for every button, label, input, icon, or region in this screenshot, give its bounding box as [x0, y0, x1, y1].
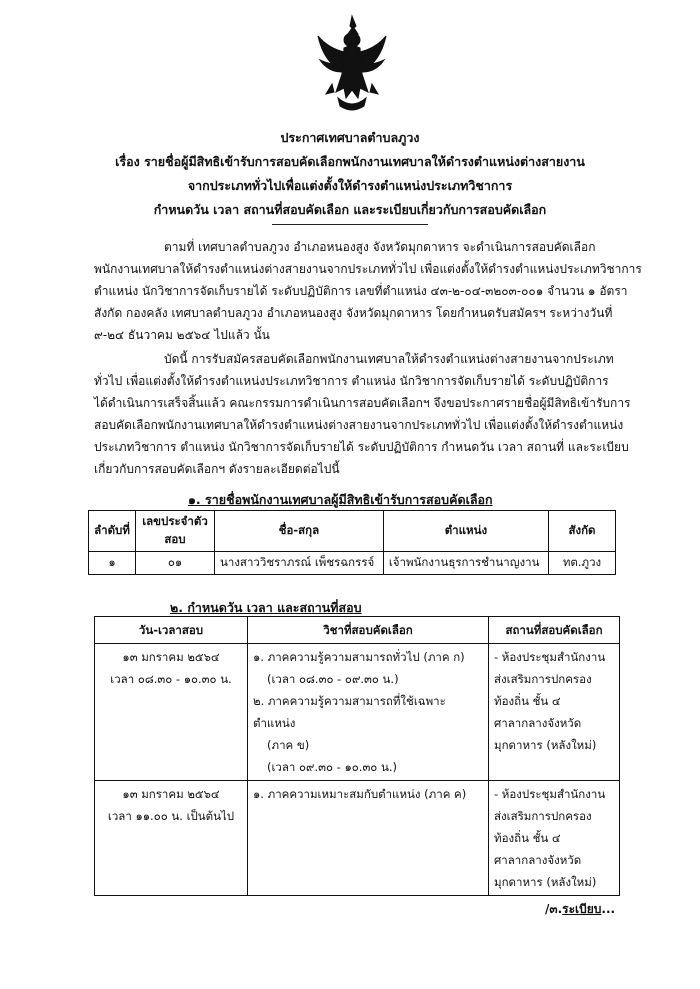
subject-line: ๑. ภาคความเหมาะสมกับตำแหน่ง (ภาค ค) — [253, 787, 467, 801]
subject-line-2: จากประเภททั่วไปเพื่อแต่งตั้งให้ดำรงตำแหน่งประเภทวิชาการ — [187, 178, 513, 193]
cell-subjects — [248, 781, 489, 896]
col-header-venue: สถานที่สอบคัดเลือก — [489, 617, 620, 644]
paragraph-2-line: เกี่ยวกับการสอบคัดเลือกฯ ดังรายละเอียดต่อไปนี้ — [94, 462, 340, 476]
col-header-subjects: วิชาที่สอบคัดเลือก — [248, 617, 489, 644]
title-divider — [272, 224, 428, 225]
section-2-heading — [170, 598, 362, 618]
cell-exam-id: ๐๑ — [136, 552, 215, 575]
section-2-title: กำหนดวัน เวลา และสถานที่สอบ — [187, 600, 362, 615]
section-1-heading — [188, 490, 493, 510]
table-row — [89, 552, 616, 575]
cell-position: เจ้าพนักงานธุรการชำนาญงาน — [383, 552, 548, 575]
paragraph-2-line: ได้ดำเนินการเสร็จสิ้นแล้ว คณะกรรมการดำเนินการสอบคัดเลือกฯ จึงขอประกาศรายชื่อผู้มีสิทธิเข้ารับการ — [94, 396, 631, 410]
subject-line-3: กำหนดวัน เวลา สถานที่สอบคัดเลือก และระเบียบเกี่ยวกับการสอบคัดเลือก — [153, 202, 547, 217]
cell-unit: ทต.ภูวง — [549, 552, 616, 575]
page-continuation — [545, 900, 615, 919]
cell-venue — [489, 644, 620, 781]
paragraph-2 — [94, 348, 631, 480]
paragraph-1 — [94, 236, 642, 346]
table-row — [95, 781, 620, 896]
paragraph-2-line: บัดนี้ การรับสมัครสอบคัดเลือกพนักงานเทศบาลให้ดำรงตำแหน่งต่างสายงานจากประเภท — [164, 352, 614, 366]
table-row — [95, 644, 620, 781]
paragraph-1-line: ตำแหน่ง นักวิชาการจัดเก็บรายได้ ระดับปฏิบัติการ เลขที่ตำแหน่ง ๔๓-๒-๐๔-๓๒๐๓-๐๐๑ จำนวน ๑ อัตรา — [94, 284, 628, 298]
venue-line: ศาลากลางจังหวัด — [494, 853, 582, 867]
exam-date: ๑๓ มกราคม ๒๕๖๔ — [122, 787, 220, 801]
subject-line: (เวลา ๐๘.๓๐ - ๐๙.๓๐ น.) — [267, 672, 399, 686]
col-header-datetime: วัน-เวลาสอบ — [95, 617, 248, 644]
paragraph-2-line: สอบคัดเลือกพนักงานเทศบาลให้ดำรงตำแหน่งต่างสายงานจากประเภททั่วไป เพื่อแต่งตั้งให้ดำรงตำแหน่ง — [94, 418, 624, 432]
col-header-position: ตำแหน่ง — [383, 511, 548, 552]
paragraph-1-line: พนักงานเทศบาลให้ดำรงตำแหน่งต่างสายงานจากประเภททั่วไป เพื่อแต่งตั้งให้ดำรงตำแหน่งประเภทวิชาการ — [94, 262, 642, 276]
exam-date: ๑๓ มกราคม ๒๕๖๔ — [122, 650, 220, 664]
table-header-row — [89, 511, 616, 552]
subject-line: ๒. ภาคความรู้ความสามารถที่ใช้เฉพาะตำแหน่ง — [253, 694, 446, 730]
paragraph-1-line: สังกัด กองคลัง เทศบาลตำบลภูวง อำเภอหนองสูง จังหวัดมุกดาหาร โดยกำหนดรับสมัครฯ ระหว่างวันที่ — [94, 306, 613, 320]
venue-line: ส่งเสริมการปกครอง — [494, 809, 592, 823]
paragraph-2-line: ประเภทวิชาการ ตำแหน่ง นักวิชาการจัดเก็บรายได้ ระดับปฏิบัติการ กำหนดวัน เวลา สถานที่ และระเบียบ — [94, 440, 629, 454]
venue-line: ศาลากลางจังหวัด — [494, 716, 582, 730]
col-header-order: ลำดับที่ — [89, 511, 136, 552]
continuation-word: ระเบียบ — [562, 902, 602, 916]
garuda-emblem — [314, 14, 390, 116]
cell-name: นางสาววิชราภรณ์ เพ็ชรฉกรรจ์ — [215, 552, 384, 575]
col-header-unit: สังกัด — [549, 511, 616, 552]
continuation-prefix: /๓. — [545, 902, 563, 916]
cell-datetime — [95, 781, 248, 896]
venue-line: ท้องถิ่น ชั้น ๔ — [494, 694, 561, 708]
subject-line: (ภาค ข) — [267, 738, 310, 752]
exam-time: เวลา ๑๑.๐๐ น. เป็นต้นไป — [107, 809, 235, 823]
venue-line: มุกดาหาร (หลังใหม่) — [494, 875, 597, 889]
venue-line: ส่งเสริมการปกครอง — [494, 672, 592, 686]
subject-line: ๑. ภาคความรู้ความสามารถทั่วไป (ภาค ก) — [253, 650, 465, 664]
venue-line: มุกดาหาร (หลังใหม่) — [494, 738, 597, 752]
cell-order: ๑ — [89, 552, 136, 575]
exam-time: เวลา ๐๘.๓๐ - ๑๐.๓๐ น. — [110, 672, 232, 686]
table-header-row — [95, 617, 620, 644]
announcement-title: ประกาศเทศบาลตำบลภูวง — [280, 130, 420, 145]
subject-line: (เวลา ๐๙.๓๐ - ๑๐.๓๐ น.) — [267, 760, 397, 774]
paragraph-2-line: ทั่วไป เพื่อแต่งตั้งให้ดำรงตำแหน่งประเภทวิชาการ ตำแหน่ง นักวิชาการจัดเก็บรายได้ ระดับปฏิบัติการ — [94, 374, 609, 388]
cell-venue — [489, 781, 620, 896]
candidate-table — [88, 510, 616, 575]
cell-datetime — [95, 644, 248, 781]
continuation-suffix: ... — [601, 902, 616, 916]
col-header-name: ชื่อ-สกุล — [215, 511, 384, 552]
paragraph-1-line: ๙-๒๔ ธันวาคม ๒๕๖๔ ไปแล้ว นั้น — [94, 328, 270, 342]
schedule-table — [94, 616, 620, 896]
section-2-number: ๒. — [170, 600, 183, 615]
section-1-number: ๑. — [188, 492, 201, 507]
paragraph-1-line: ตามที่ เทศบาลตำบลภูวง อำเภอหนองสูง จังหวัดมุกดาหาร จะดำเนินการสอบคัดเลือก — [164, 240, 596, 254]
section-1-title: รายชื่อพนักงานเทศบาลผู้มีสิทธิเข้ารับการสอบคัดเลือก — [205, 492, 493, 507]
venue-line: - ห้องประชุมสำนักงาน — [494, 787, 606, 801]
venue-line: - ห้องประชุมสำนักงาน — [494, 650, 606, 664]
venue-line: ท้องถิ่น ชั้น ๔ — [494, 831, 561, 845]
subject-line-1: เรื่อง รายชื่อผู้มีสิทธิเข้ารับการสอบคัดเลือกพนักงานเทศบาลให้ดำรงตำแหน่งต่างสายงาน — [115, 154, 585, 169]
col-header-exam-id: เลขประจำตัวสอบ — [136, 511, 215, 552]
cell-subjects — [248, 644, 489, 781]
